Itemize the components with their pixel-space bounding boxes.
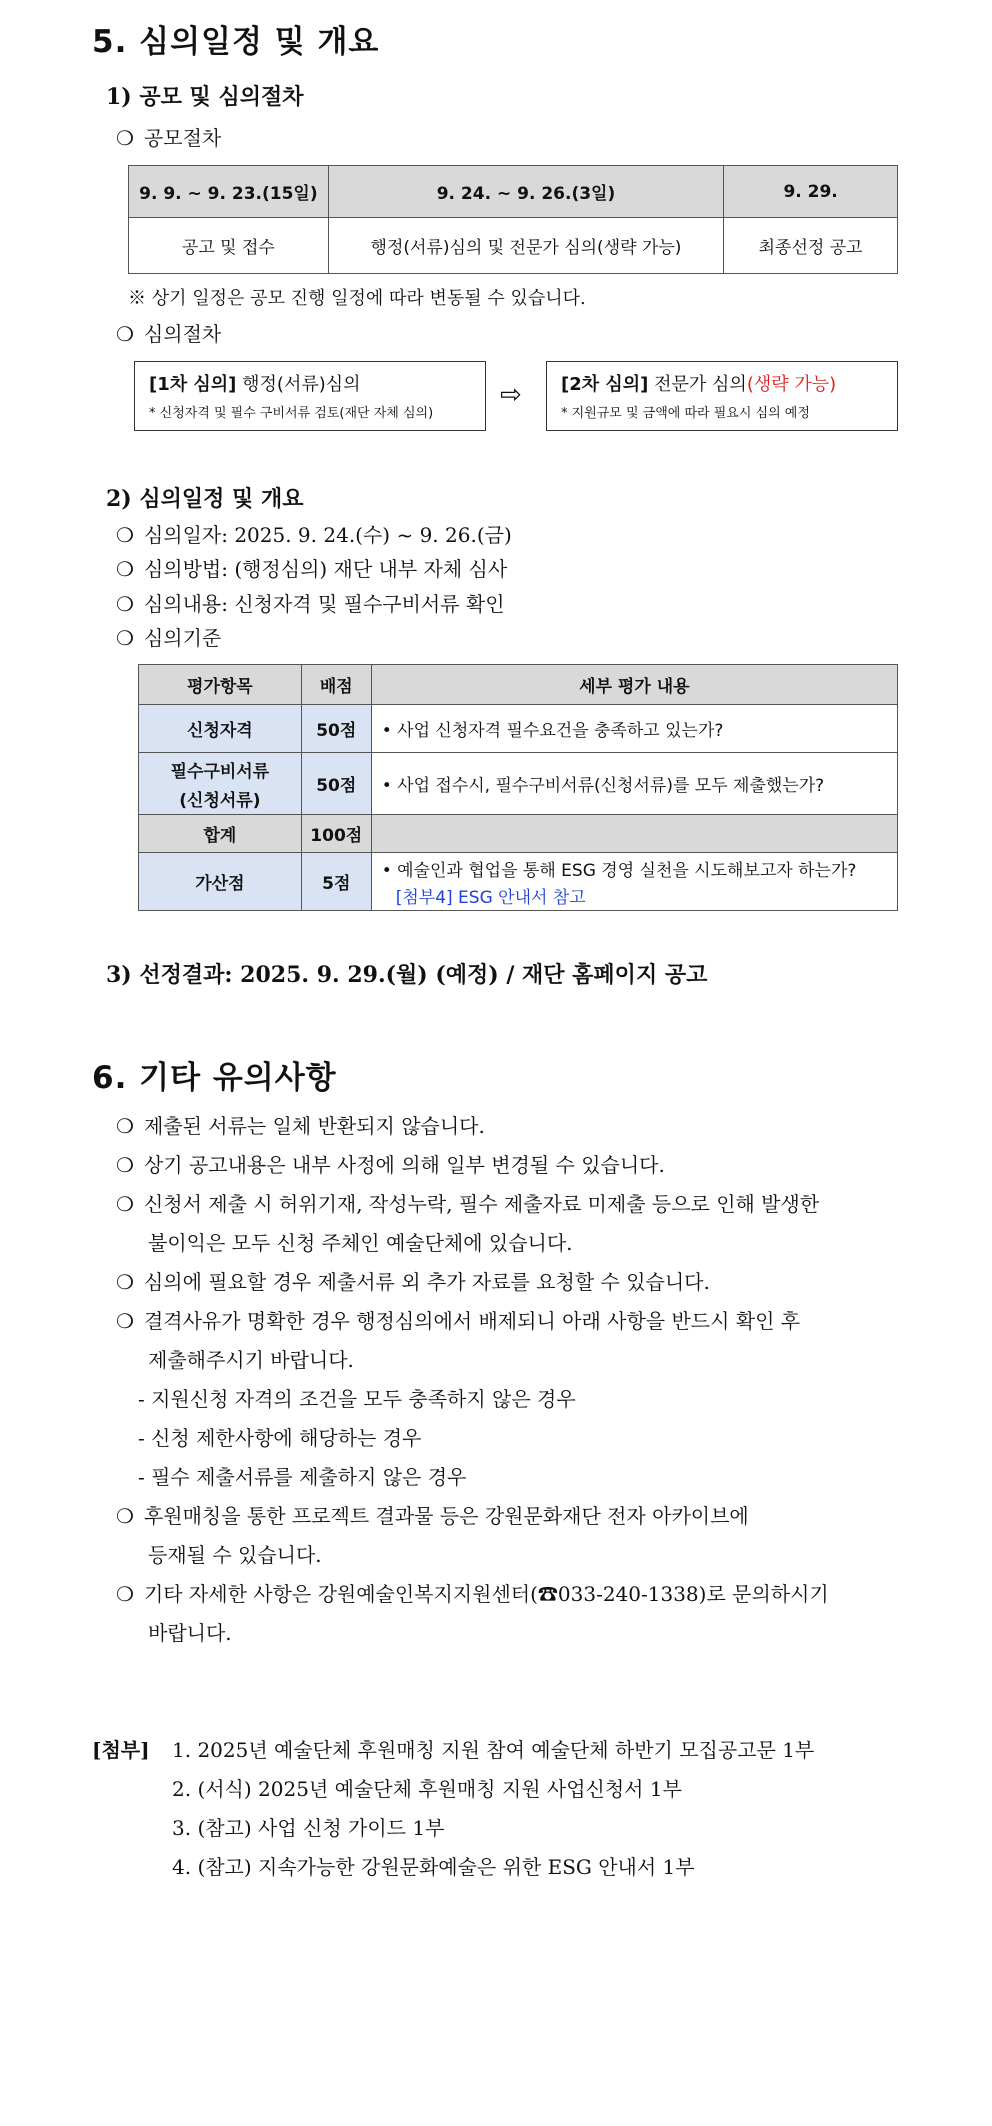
notice-subitem: - 신청 제한사항에 해당하는 경우 <box>138 1426 422 1450</box>
notice-subitem: - 필수 제출서류를 제출하지 않은 경우 <box>138 1465 467 1489</box>
criteria-header: 평가항목 <box>139 665 302 705</box>
review-box-2 <box>546 361 898 431</box>
bullet-icon: ❍ <box>116 1192 134 1216</box>
bullet-icon: ❍ <box>116 126 134 150</box>
review-item: ❍ 심의기준 <box>116 626 222 650</box>
bullet-icon: ❍ <box>116 1270 134 1294</box>
notice-item-cont: 제출해주시기 바랍니다. <box>148 1348 354 1372</box>
bullet-icon: ❍ <box>116 1153 134 1177</box>
sub3-title: 3) 선정결과: 2025. 9. 29.(월) (예정) / 재단 홈페이지 공고 <box>106 962 708 988</box>
bullet-icon: ❍ <box>116 1309 134 1333</box>
schedule-cell: 최종선정 공고 <box>724 218 898 274</box>
schedule-table <box>128 165 898 274</box>
schedule-cell: 행정(서류)심의 및 전문가 심의(생략 가능) <box>328 218 723 274</box>
schedule-header: 9. 29. <box>724 166 898 218</box>
bullet-icon: ❍ <box>116 322 134 346</box>
notice-item: ❍ 신청서 제출 시 허위기재, 작성누락, 필수 제출자료 미제출 등으로 인해 발생한 <box>116 1192 820 1216</box>
schedule-note: ※ 상기 일정은 공모 진행 일정에 따라 변동될 수 있습니다. <box>128 288 586 309</box>
notice-item: ❍ 제출된 서류는 일체 반환되지 않습니다. <box>116 1114 485 1138</box>
bullet-procedure: ❍ 공모절차 <box>116 126 222 150</box>
review-box-2-optional: (생략 가능) <box>746 374 837 395</box>
notice-item: ❍ 결격사유가 명확한 경우 행정심의에서 배제되니 아래 사항을 반드시 확인 후 <box>116 1309 801 1333</box>
criteria-header: 세부 평가 내용 <box>371 665 897 705</box>
notice-item: ❍ 기타 자세한 사항은 강원예술인복지지원센터(☎033-240-1338)로 문의하시기 <box>116 1582 829 1606</box>
notice-item: ❍ 후원매칭을 통한 프로젝트 결과물 등은 강원문화재단 전자 아카이브에 <box>116 1504 749 1528</box>
attachment-item: 4. (참고) 지속가능한 강원문화예술은 위한 ESG 안내서 1부 <box>172 1855 695 1879</box>
review-box-2-title: 전문가 심의 <box>648 374 747 395</box>
schedule-header: 9. 9. ~ 9. 23.(15일) <box>129 166 329 218</box>
table-row: 신청자격 50점 • 사업 신청자격 필수요건을 충족하고 있는가? <box>139 705 898 753</box>
notice-item-cont: 등재될 수 있습니다. <box>148 1543 322 1567</box>
sub1-title: 1) 공모 및 심의절차 <box>106 84 304 110</box>
bullet-icon: ❍ <box>116 1582 134 1606</box>
review-box-2-label: [2차 심의] <box>561 374 649 395</box>
bullet-review: ❍ 심의절차 <box>116 322 222 346</box>
review-box-1-sub: * 신청자격 및 필수 구비서류 검토(재단 자체 심의) <box>149 406 434 421</box>
table-row: 가산점 5점 • 예술인과 협업을 통해 ESG 경영 실천을 시도해보고자 하는가? [첨부4] ESG 안내서 참고 <box>139 853 898 911</box>
review-box-1 <box>134 361 486 431</box>
attachment-item: 2. (서식) 2025년 예술단체 후원매칭 지원 사업신청서 1부 <box>172 1777 682 1801</box>
section6-title: 6. 기타 유의사항 <box>92 1060 337 1096</box>
bullet-icon: ❍ <box>116 557 134 581</box>
esg-guide-link: [첨부4] ESG 안내서 참고 <box>395 887 586 908</box>
attachments-label: [첨부] <box>92 1738 150 1762</box>
bullet-icon: ❍ <box>116 1114 134 1138</box>
bullet-icon: ❍ <box>116 592 134 616</box>
review-box-2-sub: * 지원규모 및 금액에 따라 필요시 심의 예정 <box>561 406 810 421</box>
review-item: ❍ 심의방법: (행정심의) 재단 내부 자체 심사 <box>116 557 508 581</box>
attachment-item: 1. 2025년 예술단체 후원매칭 지원 참여 예술단체 하반기 모집공고문 1부 <box>172 1738 815 1762</box>
notice-item-cont: 바랍니다. <box>148 1621 232 1645</box>
section5-title: 5. 심의일정 및 개요 <box>92 24 380 60</box>
criteria-table <box>138 664 898 911</box>
table-row: 합계 100점 <box>139 815 898 853</box>
bullet-icon: ❍ <box>116 1504 134 1528</box>
bullet-icon: ❍ <box>116 523 134 547</box>
criteria-header: 배점 <box>301 665 371 705</box>
notice-subitem: - 지원신청 자격의 조건을 모두 충족하지 않은 경우 <box>138 1387 576 1411</box>
notice-item-cont: 불이익은 모두 신청 주체인 예술단체에 있습니다. <box>148 1231 573 1255</box>
schedule-header: 9. 24. ~ 9. 26.(3일) <box>328 166 723 218</box>
review-item: ❍ 심의일자: 2025. 9. 24.(수) ~ 9. 26.(금) <box>116 523 512 547</box>
notice-item: ❍ 상기 공고내용은 내부 사정에 의해 일부 변경될 수 있습니다. <box>116 1153 665 1177</box>
review-box-1-title: 행정(서류)심의 <box>236 374 361 395</box>
arrow-right-icon: ⇨ <box>500 380 522 410</box>
schedule-cell: 공고 및 접수 <box>129 218 329 274</box>
notice-item: ❍ 심의에 필요할 경우 제출서류 외 추가 자료를 요청할 수 있습니다. <box>116 1270 710 1294</box>
table-row: 필수구비서류 (신청서류) 50점 • 사업 접수시, 필수구비서류(신청서류)를 모두 제출했는가? <box>139 753 898 815</box>
review-box-1-label: [1차 심의] <box>149 374 237 395</box>
attachment-item: 3. (참고) 사업 신청 가이드 1부 <box>172 1816 445 1840</box>
bullet-icon: ❍ <box>116 626 134 650</box>
sub2-title: 2) 심의일정 및 개요 <box>106 486 304 512</box>
review-item: ❍ 심의내용: 신청자격 및 필수구비서류 확인 <box>116 592 505 616</box>
